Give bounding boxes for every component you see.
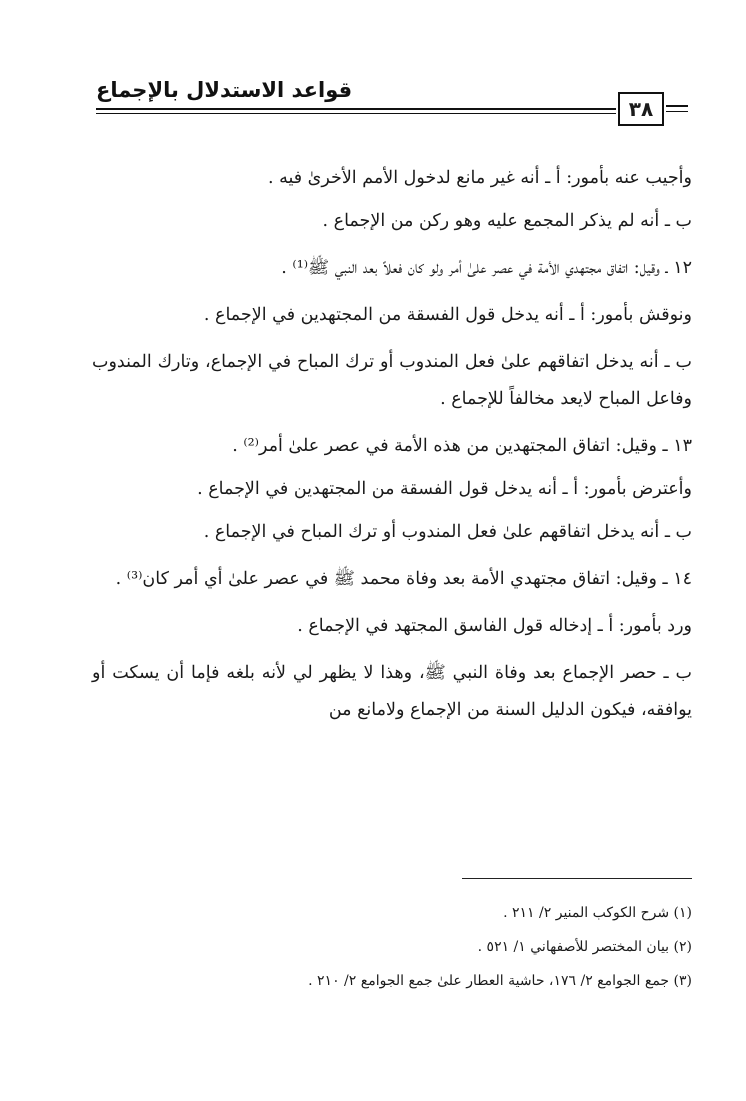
header-rule-thin xyxy=(96,113,616,114)
paragraph: ونوقش بأمور: أ ـ أنه يدخل قول الفسقة من المجتهدين في الإجماع . xyxy=(203,305,692,325)
paragraph: ورد بأمور: أ ـ إدخاله قول الفاسق المجتهد في الإجماع . xyxy=(297,616,692,636)
running-title: قواعد الاستدلال بالإجماع xyxy=(96,78,353,102)
header-dash-thin xyxy=(666,111,688,112)
page-header xyxy=(96,72,688,132)
paragraph: ١٢ ـ وقيل: اتفاق مجتهدي الأمة في عصر علىٰ أمر ولو كان فعلاً بعد النبي ﷺ⁽¹⁾ . xyxy=(281,258,692,278)
footnotes xyxy=(92,896,692,998)
page-number: ٣٨ xyxy=(628,97,654,121)
footnote: (٢) بيان المختصر للأصفهاني ١/ ٥٢١ . xyxy=(477,939,692,955)
header-rule-thick xyxy=(96,108,616,110)
paragraph: وأجيب عنه بأمور: أ ـ أنه غير مانع لدخول الأمم الأخرىٰ فيه . xyxy=(267,168,692,188)
main-text xyxy=(92,160,692,739)
header-dash-thick xyxy=(666,105,688,107)
paragraph: ١٣ ـ وقيل: اتفاق المجتهدين من هذه الأمة في عصر علىٰ أمر⁽²⁾ . xyxy=(232,436,692,456)
paragraph: ب ـ أنه لم يذكر المجمع عليه وهو ركن من الإجماع . xyxy=(322,211,692,231)
paragraph: ب ـ أنه يدخل اتفاقهم علىٰ فعل المندوب أو ترك المباح في الإجماع . xyxy=(203,522,692,542)
paragraph: ب ـ أنه يدخل اتفاقهم علىٰ فعل المندوب أو ترك المباح في الإجماع، وتارك المندوب وفاعل المباح لايعد مخالفاً للإجماع . xyxy=(92,352,692,409)
footnote-separator xyxy=(462,878,692,879)
footnote: (٣) جمع الجوامع ٢/ ١٧٦، حاشية العطار علىٰ جمع الجوامع ٢/ ٢١٠ . xyxy=(308,973,692,989)
page-number-box xyxy=(618,92,664,126)
footnote: (١) شرح الكوكب المنير ٢/ ٢١١ . xyxy=(503,905,692,921)
paragraph: ١٤ ـ وقيل: اتفاق مجتهدي الأمة بعد وفاة محمد ﷺ في عصر علىٰ أي أمر كان⁽³⁾ . xyxy=(115,569,692,589)
paragraph: وأعترض بأمور: أ ـ أنه يدخل قول الفسقة من المجتهدين في الإجماع . xyxy=(197,479,692,499)
paragraph: ب ـ حصر الإجماع بعد وفاة النبي ﷺ، وهذا لا يظهر لي لأنه بلغه فإما أن يسكت أو يوافقه، فيكون الدليل السنة من الإجماع ولامانع من xyxy=(92,663,692,720)
